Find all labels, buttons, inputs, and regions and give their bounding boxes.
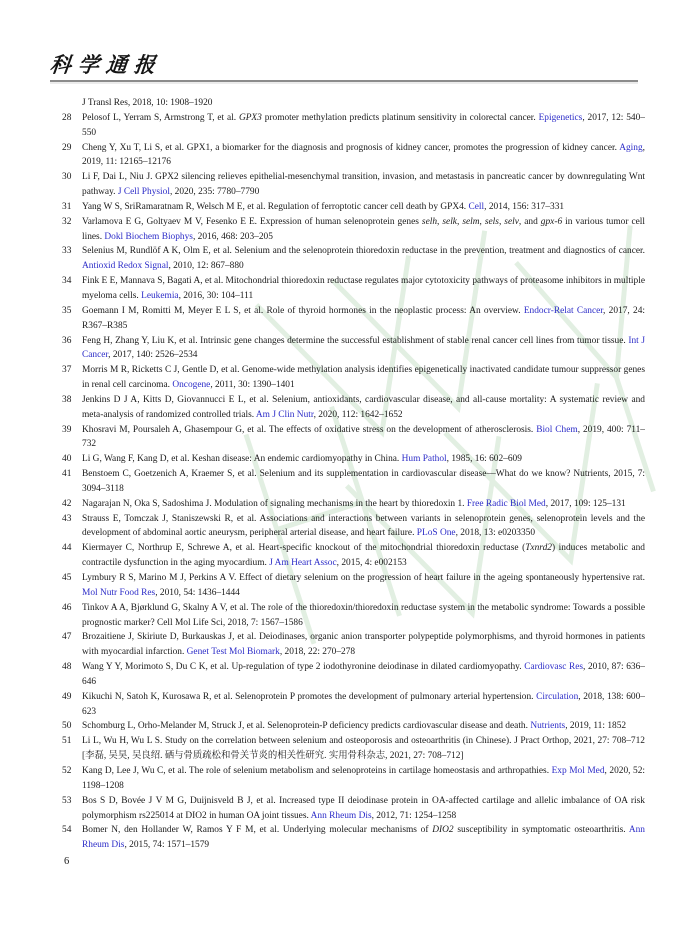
reference-text-segment: ,: [479, 216, 485, 227]
journal-link[interactable]: Biol Chem: [536, 424, 578, 435]
reference-item: [62, 96, 645, 111]
reference-text-segment: Kang D, Lee J, Wu C, et al. The role of selenium metabolism and selenoproteins in cartilage homeostasis and arthropathies.: [82, 765, 552, 776]
reference-text-segment: Li F, Dai L, Niu J. GPX2 silencing relieves epithelial-mesenchymal transition, invasion, and metastasis in pancreatic cancer by downregulating Wnt pathway.: [82, 172, 645, 198]
reference-text: [82, 660, 645, 690]
reference-text-segment: , 2018, 13: e0203350: [455, 528, 536, 539]
journal-link[interactable]: J Am Heart Assoc: [269, 558, 337, 569]
reference-number: 36: [62, 335, 72, 346]
reference-text-segment: , 2017, 140: 2526–2534: [108, 350, 198, 361]
reference-item: [62, 200, 645, 215]
journal-link[interactable]: Endocr-Relat Cancer: [523, 305, 604, 316]
reference-text-segment: Nagarajan N, Oka S, Sadoshima J. Modulation of signaling mechanisms in the heart by thioredoxin 1.: [82, 498, 467, 509]
reference-item: [62, 630, 645, 660]
reference-text-segment: Tinkov A A, Bjørklund G, Skalny A V, et al. The role of the thioredoxin/thioredoxin reductase system in the metabolic syndrome: Towards a possible prognostic marker? Cell Mol Life Sci, 2018, 7: 1567–1586: [82, 602, 645, 628]
reference-text: [82, 823, 645, 853]
reference-text-segment: J Transl Res, 2018, 10: 1908–1920: [82, 98, 213, 108]
reference-text-segment: , 1985, 16: 602–609: [446, 454, 522, 465]
journal-link[interactable]: Genet Test Mol Biomark: [186, 647, 280, 658]
reference-item: [62, 111, 645, 141]
reference-text-segment: ,: [437, 216, 443, 227]
reference-number: 38: [62, 394, 72, 405]
reference-text-segment: in various tumor cell lines.: [82, 216, 646, 242]
journal-link[interactable]: Hum Pathol: [401, 454, 447, 465]
reference-text-segment: Strauss E, Tomczak J, Staniszewski R, et al. Associations and interactions between variants in selenoprotein genes, selenoprotein levels and the development of abdominal aortic aneurysm, peripheral arterial disease, and heart failure.: [82, 513, 645, 539]
reference-item: [62, 764, 645, 794]
reference-text-segment: Li G, Wang F, Kang D, et al. Keshan disease: An endemic cardiomyopathy in China.: [82, 454, 402, 465]
reference-text: [82, 363, 645, 393]
reference-text: [82, 794, 645, 824]
reference-text-segment: Schomburg L, Orho-Melander M, Struck J, et al. Selenoprotein-P deficiency predicts cardiovascular disease and death.: [82, 721, 531, 732]
gene-name-italic: selh: [421, 216, 438, 227]
journal-link[interactable]: Free Radic Biol Med: [466, 498, 546, 509]
reference-number: 44: [62, 543, 72, 554]
reference-text: [82, 764, 645, 794]
journal-link[interactable]: PLoS One: [416, 528, 456, 539]
reference-number: 35: [62, 305, 72, 316]
reference-number: 47: [62, 632, 72, 643]
reference-text: [82, 244, 645, 274]
reference-text-segment: Kiermayer C, Northrup E, Schrewe A, et al. Heart-specific knockout of the mitochondrial thioredoxin reductase (: [82, 543, 526, 554]
reference-number: 51: [62, 736, 72, 747]
reference-text-segment: , and: [518, 216, 541, 227]
reference-text-segment: Pelosof L, Yerram S, Armstrong T, et al.: [82, 112, 239, 123]
reference-text-segment: promoter methylation predicts platinum sensitivity in colorectal cancer.: [261, 112, 539, 123]
reference-item: [62, 512, 645, 542]
reference-text: [82, 423, 645, 453]
reference-text-segment: Brozaitiene J, Skiriute D, Burkauskas J, et al. Deiodinases, organic anion transporter polypeptide polymorphisms, and thyroid hormones in patients with myocardial infarction.: [82, 632, 645, 658]
journal-link[interactable]: Oncogene: [172, 380, 211, 391]
reference-text-segment: , 2017, 24: R367–R385: [82, 305, 645, 331]
reference-list: [62, 96, 645, 853]
reference-text-segment: , 2019, 400: 711–732: [82, 424, 645, 450]
page-number: 6: [64, 856, 70, 867]
reference-text-segment: , 2010, 87: 636–646: [82, 662, 645, 687]
reference-text: [82, 274, 645, 304]
journal-link[interactable]: Int J Cancer: [82, 335, 646, 361]
reference-text-segment: Yang W S, SriRamaratnam R, Welsch M E, et al. Regulation of ferroptotic cancer cell death by GPX4.: [82, 201, 469, 212]
reference-item: [62, 141, 645, 171]
reference-number: 50: [62, 721, 72, 732]
reference-text-segment: Cheng Y, Xu T, Li S, et al. GPX1, a biomarker for the diagnosis and prognosis of kidney cancer, promotes the progression of kidney cancer.: [82, 142, 620, 153]
gene-name-italic: Txnrd2: [525, 543, 552, 554]
journal-link[interactable]: Circulation: [536, 691, 579, 702]
journal-link[interactable]: Antioxid Redox Signal: [82, 261, 169, 272]
reference-number: 46: [62, 602, 72, 613]
reference-text-segment: , 2011, 30: 1390–1401: [210, 380, 295, 391]
gene-name-italic: selm: [462, 216, 480, 227]
reference-text: [82, 111, 645, 141]
journal-link[interactable]: Epigenetics: [538, 112, 583, 123]
reference-number: 31: [62, 201, 72, 212]
reference-text: [82, 215, 645, 245]
reference-number: 45: [62, 573, 72, 583]
reference-number: 54: [62, 825, 72, 836]
reference-item: [62, 794, 645, 824]
reference-text: [82, 734, 645, 764]
reference-item: [62, 541, 645, 571]
reference-text: [82, 304, 645, 334]
reference-text-segment: susceptibility in symptomatic osteoarthritis.: [453, 825, 629, 836]
reference-text: [82, 601, 645, 631]
reference-text-segment: Selenius M, Rundlöf A K, Olm E, et al. Selenium and the selenoprotein thioredoxin reductase in the prevention, treatment and diagnostics of cancer.: [82, 246, 645, 257]
journal-link[interactable]: Nutrients: [530, 721, 566, 732]
reference-number: 39: [62, 424, 72, 435]
reference-number: 52: [62, 765, 72, 776]
reference-item: [62, 734, 645, 764]
journal-link[interactable]: J Cell Physiol: [117, 187, 170, 198]
journal-link[interactable]: Mol Nutr Food Res: [82, 587, 156, 598]
reference-number: 49: [62, 691, 72, 702]
journal-link[interactable]: Ann Rheum Dis: [310, 810, 372, 821]
reference-number: 28: [62, 112, 72, 123]
reference-number: 48: [62, 662, 72, 673]
reference-text-segment: , 2018, 138: 600–623: [82, 691, 645, 717]
reference-text: [82, 170, 645, 200]
reference-item: [62, 690, 645, 720]
reference-item: [62, 719, 645, 734]
reference-item: [62, 423, 645, 453]
journal-logo: 科学通报: [48, 53, 164, 77]
reference-text-segment: , 2020, 52: 1198–1208: [82, 765, 645, 791]
reference-text-segment: , 2017, 109: 125–131: [545, 498, 626, 509]
gene-name-italic: DIO2: [432, 825, 454, 836]
reference-text-segment: Wang Y Y, Morimoto S, Du C K, et al. Up-regulation of type 2 iodothyronine deiodinase in dilated cardiomyopathy.: [82, 662, 525, 673]
reference-item: [62, 170, 645, 200]
reference-item: [62, 304, 645, 334]
journal-link[interactable]: Dokl Biochem Biophys: [104, 231, 193, 242]
reference-text-segment: , 2015, 4: e002153: [336, 558, 407, 569]
gene-name-italic: GPX3: [238, 112, 262, 123]
reference-item: [62, 823, 645, 853]
reference-number: [62, 96, 82, 111]
reference-text-segment: Goemann I M, Romitti M, Meyer E L S, et al. Role of thyroid hormones in the neoplastic process: An overview.: [82, 305, 524, 316]
journal-link[interactable]: Leukemia: [141, 290, 179, 301]
reference-text: [82, 200, 645, 215]
reference-text: [82, 719, 645, 734]
gene-name-italic: selv: [504, 216, 519, 227]
reference-text-segment: Khosravi M, Poursaleh A, Ghasempour G, et al. The effects of oxidative stress on the development of atherosclerosis.: [82, 424, 537, 435]
reference-text-segment: Benstoem C, Goetzenich A, Kraemer S, et al. Selenium and its supplementation in cardiovascular disease—What do we know? Nutrients, 2015, 7: 3094–3118: [82, 469, 645, 494]
reference-text: [82, 497, 645, 512]
reference-number: 43: [62, 513, 72, 524]
gene-name-italic: selk: [442, 216, 457, 227]
reference-text-segment: Jenkins D J A, Kitts D, Giovannucci E L, et al. Selenium, antioxidants, cardiovascular disease, and all-cause mortality: A systematic review and meta-analysis of randomized controlled trials.: [82, 394, 645, 420]
reference-number: 29: [62, 142, 72, 153]
reference-text-segment: , 2020, 235: 7780–7790: [169, 187, 260, 198]
journal-link[interactable]: Cardiovasc Res: [524, 662, 584, 673]
reference-text-segment: , 2018, 22: 270–278: [279, 647, 356, 658]
gene-name-italic: gpx-6: [540, 216, 563, 227]
reference-text: [82, 630, 645, 660]
reference-text-segment: , 2010, 12: 867–880: [168, 261, 244, 272]
reference-text-segment: ,: [456, 216, 463, 227]
reference-text: [82, 393, 645, 423]
reference-text-segment: Li L, Wu H, Wu L S. Study on the correlation between selenium and osteoporosis and osteoarthritis (in Chinese). J Pract Orthop, 2021, 27: 708–712 [李磊, 吴昊, 吴良绍. 硒与骨质疏松和骨关节炎的相关性研究. 实用骨科杂志, 2021, 27: 708–712]: [82, 736, 645, 762]
gene-name-italic: sels: [484, 216, 499, 227]
reference-item: [62, 467, 645, 497]
reference-number: 32: [62, 216, 72, 227]
reference-text-segment: ,: [498, 216, 505, 227]
reference-item: [62, 660, 645, 690]
reference-text: [82, 690, 645, 720]
reference-text: [82, 541, 645, 571]
reference-text-segment: Kikuchi N, Satoh K, Kurosawa R, et al. Selenoprotein P promotes the development of pulmonary arterial hypertension.: [82, 691, 537, 702]
reference-number: 37: [62, 365, 72, 376]
reference-text-segment: , 2014, 156: 317–331: [484, 201, 565, 212]
reference-text: [82, 512, 645, 542]
reference-text-segment: , 2020, 112: 1642–1652: [313, 409, 403, 420]
reference-number: 42: [62, 498, 72, 509]
reference-text: [82, 571, 645, 601]
reference-text-segment: , 2017, 12: 540–550: [82, 112, 645, 138]
reference-number: 33: [62, 246, 72, 257]
reference-text: [82, 96, 645, 111]
reference-item: [62, 497, 645, 512]
reference-item: [62, 452, 645, 467]
journal-link[interactable]: Exp Mol Med: [551, 765, 605, 776]
reference-text-segment: Bomer N, den Hollander W, Ramos Y F M, et al. Underlying molecular mechanisms of: [82, 825, 433, 836]
reference-text-segment: , 2012, 71: 1254–1258: [371, 810, 457, 821]
reference-number: 30: [62, 172, 72, 183]
reference-number: 53: [62, 795, 72, 806]
reference-item: [62, 363, 645, 393]
reference-text: [82, 141, 645, 171]
reference-item: [62, 601, 645, 631]
header-divider: [50, 80, 638, 82]
reference-item: [62, 571, 645, 601]
journal-link[interactable]: Ann Rheum Dis: [82, 825, 645, 851]
reference-text: [82, 452, 645, 467]
reference-text-segment: , 2019, 11: 12165–12176: [82, 142, 645, 168]
reference-item: [62, 244, 645, 274]
reference-text-segment: , 2010, 54: 1436–1444: [155, 587, 240, 598]
reference-text: [82, 334, 645, 364]
page-header: [50, 53, 638, 77]
reference-text-segment: , 2015, 74: 1571–1579: [124, 840, 210, 851]
reference-number: 41: [62, 469, 72, 480]
reference-item: [62, 334, 645, 364]
reference-text-segment: , 2016, 468: 203–205: [192, 231, 273, 242]
reference-text-segment: Fink E E, Mannava S, Bagati A, et al. Mitochondrial thioredoxin reductase regulates major cytotoxicity pathways of proteasome inhibitors in multiple myeloma cells.: [82, 276, 645, 301]
reference-text-segment: Lymbury R S, Marino M J, Perkins A V. Effect of dietary selenium on the progression of heart failure in the ageing spontaneously hypertensive rat.: [82, 573, 645, 583]
reference-text-segment: , 2016, 30: 104–111: [178, 290, 254, 301]
journal-link[interactable]: Cell: [468, 201, 485, 212]
reference-text-segment: ) induces metabolic and contractile dysfunction in the aging myocardium.: [82, 543, 645, 569]
reference-item: [62, 215, 645, 245]
reference-text: [82, 467, 645, 497]
reference-text-segment: , 2019, 11: 1852: [565, 721, 627, 732]
reference-text-segment: Morris M R, Ricketts C J, Gentle D, et al. Genome-wide methylation analysis identifies epigenetically inactivated candidate tumour suppressor genes in renal cell carcinoma.: [82, 365, 645, 391]
reference-number: 34: [62, 276, 72, 287]
journal-link[interactable]: Aging: [619, 142, 643, 153]
reference-text-segment: Feng H, Zhang Y, Liu K, et al. Intrinsic gene changes determine the successful establishment of stable renal cancer cell lines from tumor tissue.: [82, 335, 629, 346]
journal-link[interactable]: Am J Clin Nutr: [255, 409, 314, 420]
reference-number: 40: [62, 454, 72, 465]
reference-item: [62, 393, 645, 423]
reference-item: [62, 274, 645, 304]
reference-text-segment: Bos S D, Bovée J V M G, Duijnisveld B J, et al. Increased type II deiodinase protein in OA-affected cartilage and allelic imbalance of OA risk polymorphism rs225014 at DIO2 in human OA joint tissues.: [82, 795, 645, 821]
reference-text-segment: Varlamova E G, Goltyaev M V, Fesenko E E. Expression of human selenoprotein genes: [82, 216, 422, 227]
